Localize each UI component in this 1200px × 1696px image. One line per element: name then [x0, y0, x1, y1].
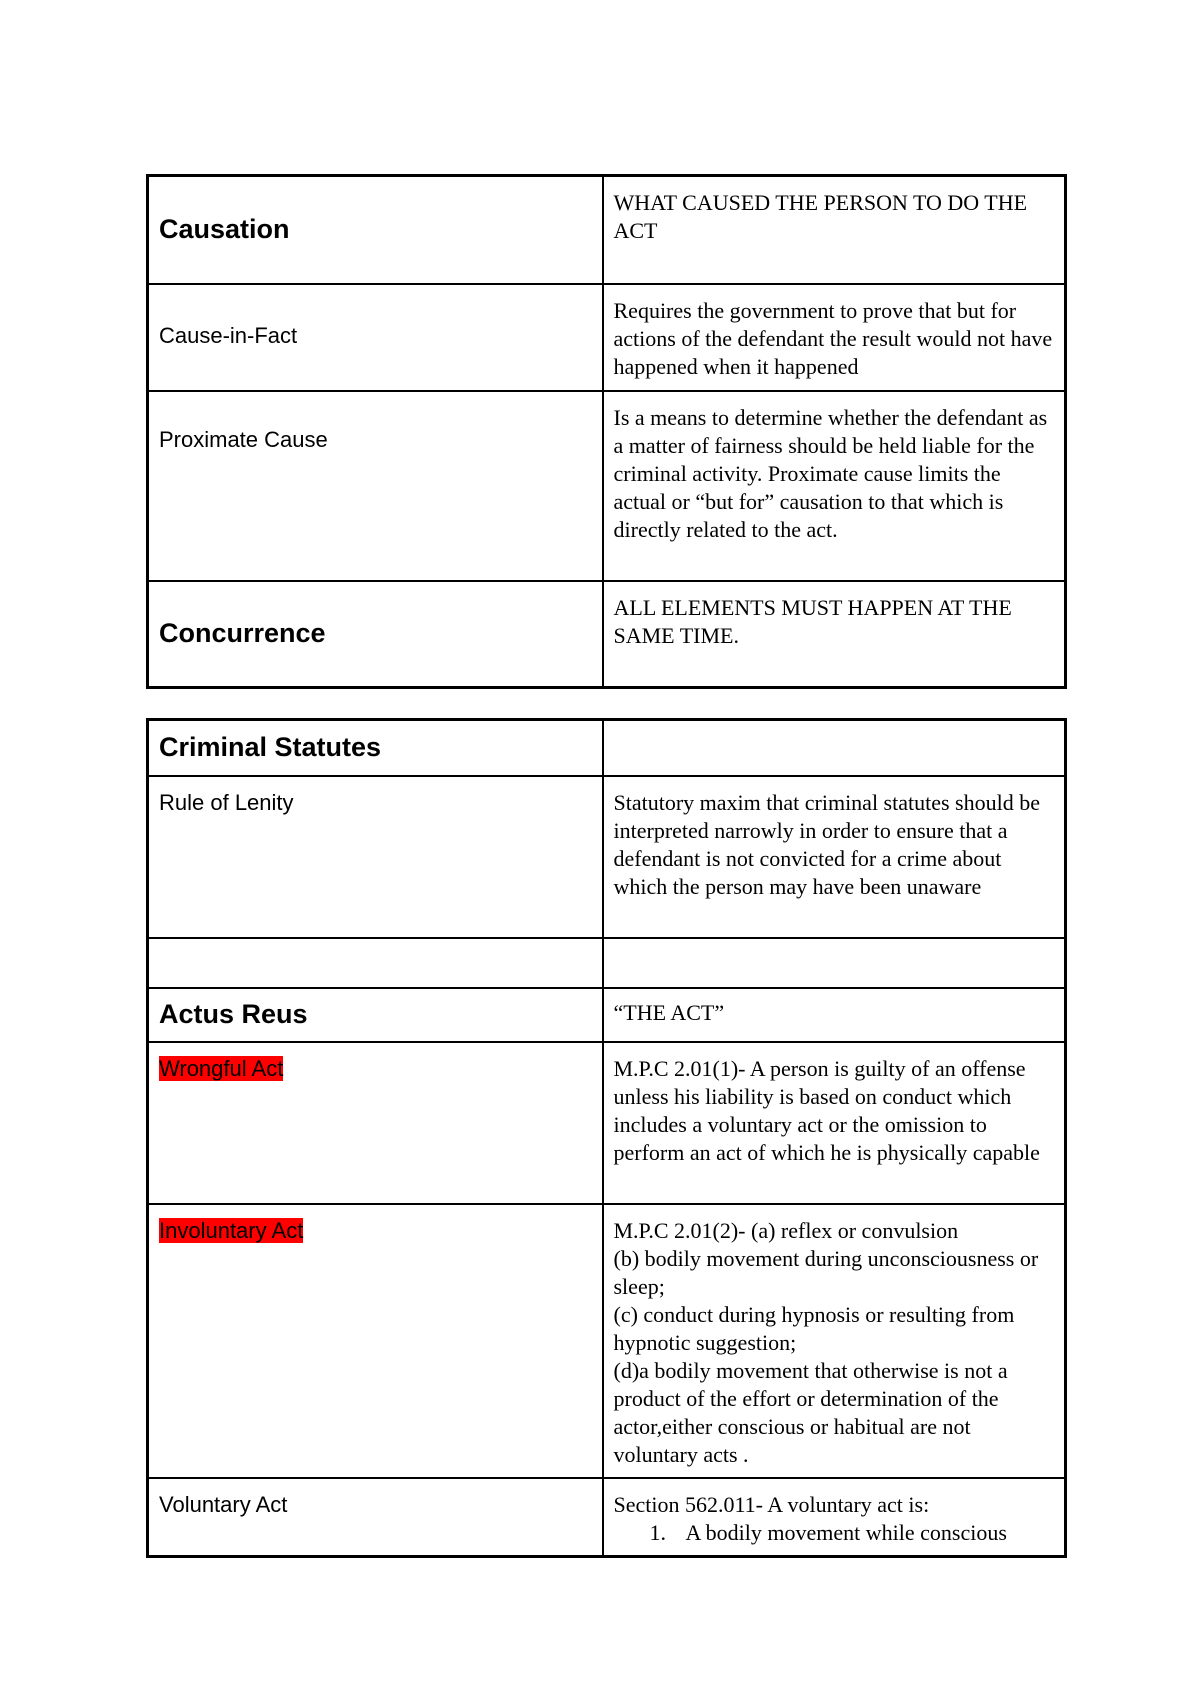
term-voluntary-act: Voluntary Act	[148, 1478, 603, 1557]
table-row	[148, 988, 1066, 1042]
table-row	[148, 1478, 1066, 1557]
term-rule-of-lenity: Rule of Lenity	[148, 776, 603, 938]
table-row	[148, 581, 1066, 688]
table-row	[148, 284, 1066, 391]
definition-involuntary-act	[603, 1204, 1066, 1478]
term-wrongful-act-cell	[148, 1042, 603, 1204]
involuntary-line-b: (b) bodily movement during unconsciousness or sleep;	[613, 1245, 1039, 1299]
term-criminal-statutes: Criminal Statutes	[148, 720, 603, 776]
table-row	[148, 391, 1066, 581]
table-row	[148, 1204, 1066, 1478]
table-row	[148, 1042, 1066, 1204]
causation-table	[146, 174, 1067, 689]
involuntary-line-a: M.P.C 2.01(2)- (a) reflex or convulsion	[613, 1217, 959, 1243]
definition-proximate-cause: Is a means to determine whether the defendant as a matter of fairness should be held liable for the criminal activity. Proximate cause limits the actual or “but for” causation to that which is directly related to the act.	[603, 391, 1066, 581]
table-row	[148, 776, 1066, 938]
involuntary-line-c: (c) conduct during hypnosis or resulting from hypnotic suggestion;	[613, 1301, 1015, 1355]
term-proximate-cause: Proximate Cause	[148, 391, 603, 581]
empty-term-cell	[148, 938, 603, 988]
definition-criminal-statutes	[603, 720, 1066, 776]
definition-rule-of-lenity: Statutory maxim that criminal statutes should be interpreted narrowly in order to ensure that a defendant is not convicted for a crime about which the person may have been unaware	[603, 776, 1066, 938]
term-cause-in-fact: Cause-in-Fact	[148, 284, 603, 391]
term-causation: Causation	[148, 176, 603, 284]
voluntary-intro: Section 562.011- A voluntary act is:	[613, 1491, 930, 1517]
list-number: 1.	[649, 1519, 666, 1545]
definition-concurrence: ALL ELEMENTS MUST HAPPEN AT THE SAME TIME.	[603, 581, 1066, 688]
list-text: A bodily movement while conscious	[685, 1519, 1007, 1545]
term-wrongful-act: Wrongful Act	[159, 1055, 284, 1081]
term-actus-reus: Actus Reus	[148, 988, 603, 1042]
definition-actus-reus: “THE ACT”	[603, 988, 1066, 1042]
table-row	[148, 720, 1066, 776]
table-row	[148, 938, 1066, 988]
list-item	[614, 1519, 1055, 1547]
table-row	[148, 176, 1066, 284]
involuntary-line-d: (d)a bodily movement that otherwise is not a product of the effort or determination of the actor,either conscious or habitual are not voluntary acts .	[613, 1357, 1008, 1467]
empty-definition-cell	[603, 938, 1066, 988]
definition-wrongful-act: M.P.C 2.01(1)- A person is guilty of an offense unless his liability is based on conduct which includes a voluntary act or the omission to perform an act of which he is physically capable	[603, 1042, 1066, 1204]
definition-cause-in-fact: Requires the government to prove that but for actions of the defendant the result would not have happened when it happened	[603, 284, 1066, 391]
criminal-statutes-table	[146, 718, 1067, 1558]
term-involuntary-act: Involuntary Act	[159, 1217, 304, 1243]
term-involuntary-act-cell	[148, 1204, 603, 1478]
definition-voluntary-act	[603, 1478, 1066, 1557]
term-concurrence: Concurrence	[148, 581, 603, 688]
definition-causation: WHAT CAUSED THE PERSON TO DO THE ACT	[603, 176, 1066, 284]
